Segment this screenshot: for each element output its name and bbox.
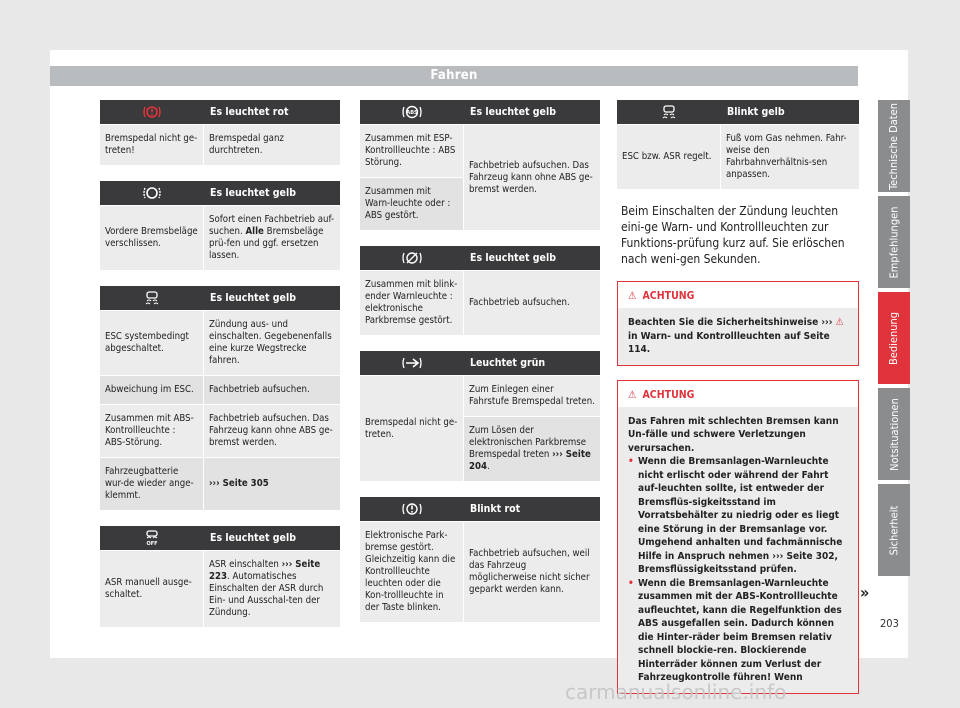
table-title: Es leuchtet gelb (210, 292, 296, 304)
action-cell: Zum Einlegen einer Fahrstufe Bremspedal treten. (464, 376, 600, 417)
watermark: carmanualsonline.info (565, 680, 787, 704)
condition-cell: Zusammen mit ABS-Kontrollleuchte : ABS-Störung. (100, 405, 204, 457)
tab-technische-daten[interactable]: Technische Daten (878, 100, 910, 192)
table-brake-green (360, 351, 600, 481)
condition-cell: Fahrzeugbatterie wur-de wieder ange-klemmt. (100, 458, 204, 510)
table-esc (100, 286, 340, 510)
warning-bullet[interactable]: • Wenn die Bremsanlagen-Warnleuchte nicht erlischt oder während der Fahrt auf-leuchten sollte, ist entweder der Bremsflüs-sigkeitsstand im Vorratsbehälter zu niedrig oder es liegt eine Störung in der Bremsanlage vor. Umgehend anhalten und fachmännische Hilfe in Anspruch nehmen ››› Seite 302, Bremsflüssigkeitsstand prüfen. (628, 455, 848, 577)
action-cell: Bremspedal ganz durchtreten. (209, 133, 284, 156)
esc-icon (617, 105, 721, 119)
condition-cell: Bremspedal nicht ge-treten. (360, 376, 464, 481)
table-asr-off (100, 526, 340, 627)
section-title: Fahren (50, 66, 858, 86)
warning-heading: ACHTUNG (642, 290, 695, 302)
table-parking-brake (360, 246, 600, 335)
action-cell: ASR einschalten ››› Seite 223. Automatisches Einschalten der ASR durch Ein- und Ausschal-ten der Zündung. (209, 559, 324, 618)
table-title: Blinkt rot (470, 503, 521, 515)
warning-lead: Das Fahren mit schlechten Bremsen kann Un-fälle und schwere Verletzungen verursachen. (628, 415, 839, 454)
condition-cell: Bremspedal nicht ge-treten! (100, 125, 204, 165)
condition-cell: Vordere Bremsbeläge verschlissen. (100, 206, 204, 270)
table-brake-pads (100, 181, 340, 270)
table-title: Es leuchtet gelb (210, 187, 296, 199)
column-2 (360, 100, 600, 638)
warning-box-2 (617, 380, 859, 694)
warning-bullet: • Wenn die Bremsanlagen-Warnleuchte zusammen mit der ABS-Kontrollleuchte aufleuchtet, kann die Regelfunktion des ABS ausgefallen sein. Dadurch können die Hinter-räder beim Bremsen relativ schnell blockie-ren. Blockierende Hinterräder können zum Verlust der Fahrzeugkontrolle führen! Wenn (628, 577, 848, 685)
action-cell: Fachbetrieb aufsuchen. (469, 297, 570, 308)
action-cell: Fachbetrieb aufsuchen. (209, 384, 310, 395)
action-cell: Fachbetrieb aufsuchen. Das Fahrzeug kann ohne ABS ge-bremst werden. (209, 413, 333, 448)
table-abs (360, 100, 600, 230)
intro-paragraph: Beim Einschalten der Zündung leuchten eini-ge Warn- und Kontrollleuchten zur Funktions-prüfung kurz auf. Sie erlöschen nach weni-gen Sekunden. (621, 204, 845, 266)
table-asr-blink (617, 100, 859, 189)
parking-brake-fault-icon (360, 251, 464, 265)
brake-pad-icon (100, 186, 204, 200)
brake-red-icon (100, 105, 204, 119)
condition-cell: ESC bzw. ASR regelt. (617, 125, 721, 189)
tab-bedienung[interactable]: Bedienung (878, 292, 910, 384)
tab-notsituationen[interactable]: Notsituationen (878, 388, 910, 480)
brake-green-icon (360, 356, 464, 370)
tab-empfehlungen[interactable]: Empfehlungen (878, 196, 910, 288)
action-cell[interactable]: ››› Seite 305 (209, 478, 269, 489)
warning-box-1 (617, 281, 859, 366)
condition-cell: Abweichung im ESC. (100, 376, 204, 404)
brake-blink-icon (360, 502, 464, 516)
condition-cell: Elektronische Park-bremse gestört. Gleichzeitig kann die Kontrollleuchte leuchten oder die Kon-trollleuchte in der Taste blinken. (360, 522, 464, 622)
table-title: Es leuchtet gelb (470, 106, 556, 118)
condition-cell: Zusammen mit Warn-leuchte oder : ABS gestört. (360, 177, 463, 230)
side-tabs (878, 100, 910, 580)
condition-cell: ASR manuell ausge-schaltet. (100, 551, 204, 627)
table-title: Leuchtet grün (470, 357, 546, 369)
warning-triangle-icon: ⚠ (628, 290, 637, 302)
abs-icon (360, 105, 464, 119)
table-title: Es leuchtet rot (210, 106, 289, 118)
action-cell: Sofort einen Fachbetrieb auf-suchen. Alle Bremsbeläge prü-fen und ggf. ersetzen lassen. (209, 214, 335, 261)
action-cell[interactable]: Zum Lösen der elektronischen Parkbremse Bremspedal treten ››› Seite 204. (464, 417, 600, 481)
warning-triangle-icon: ⚠ (628, 388, 637, 401)
column-3 (617, 100, 859, 694)
action-cell: Fachbetrieb aufsuchen, weil das Fahrzeug möglicherweise nicht sicher geparkt werden kann. (469, 548, 590, 595)
action-cell: Fuß vom Gas nehmen. Fahr-weise den Fahrbahnverhältnis-sen anpassen. (726, 133, 847, 180)
condition-cell: ESC systembedingt abgeschaltet. (100, 311, 204, 375)
warning-text (618, 407, 858, 693)
esc-off-icon (100, 530, 204, 546)
page-number: 203 (880, 617, 899, 630)
warning-text[interactable]: Beachten Sie die Sicherheitshinweise ››› ⚠ in Warn- und Kontrollleuchten auf Seite 114. (618, 308, 858, 365)
column-1 (100, 100, 340, 643)
action-cell: Zündung aus- und einschalten. Gegebenenfalls eine kurze Wegstrecke fahren. (209, 319, 332, 366)
esc-icon (100, 291, 204, 305)
table-brake-blink (360, 497, 600, 622)
table-title: Blinkt gelb (727, 106, 785, 118)
continue-mark: » (860, 583, 870, 602)
warning-triangle-icon: ⚠ (835, 317, 844, 328)
table-title: Es leuchtet gelb (210, 532, 296, 544)
svg-text:ABS: ABS (406, 110, 418, 116)
table-brake-red (100, 100, 340, 165)
svg-text:OFF: OFF (146, 541, 158, 546)
condition-cell: Zusammen mit ESP-Kontrollleuchte : ABS Störung. (365, 133, 456, 168)
warning-heading: ACHTUNG (642, 388, 695, 401)
table-title: Es leuchtet gelb (470, 252, 556, 264)
condition-cell: Zusammen mit blink-ender Warnleuchte : elektronische Parkbremse gestört. (360, 271, 464, 335)
tab-sicherheit[interactable]: Sicherheit (878, 484, 910, 576)
action-cell: Fachbetrieb aufsuchen. Das Fahrzeug kann ohne ABS ge-bremst werden. (469, 159, 593, 195)
